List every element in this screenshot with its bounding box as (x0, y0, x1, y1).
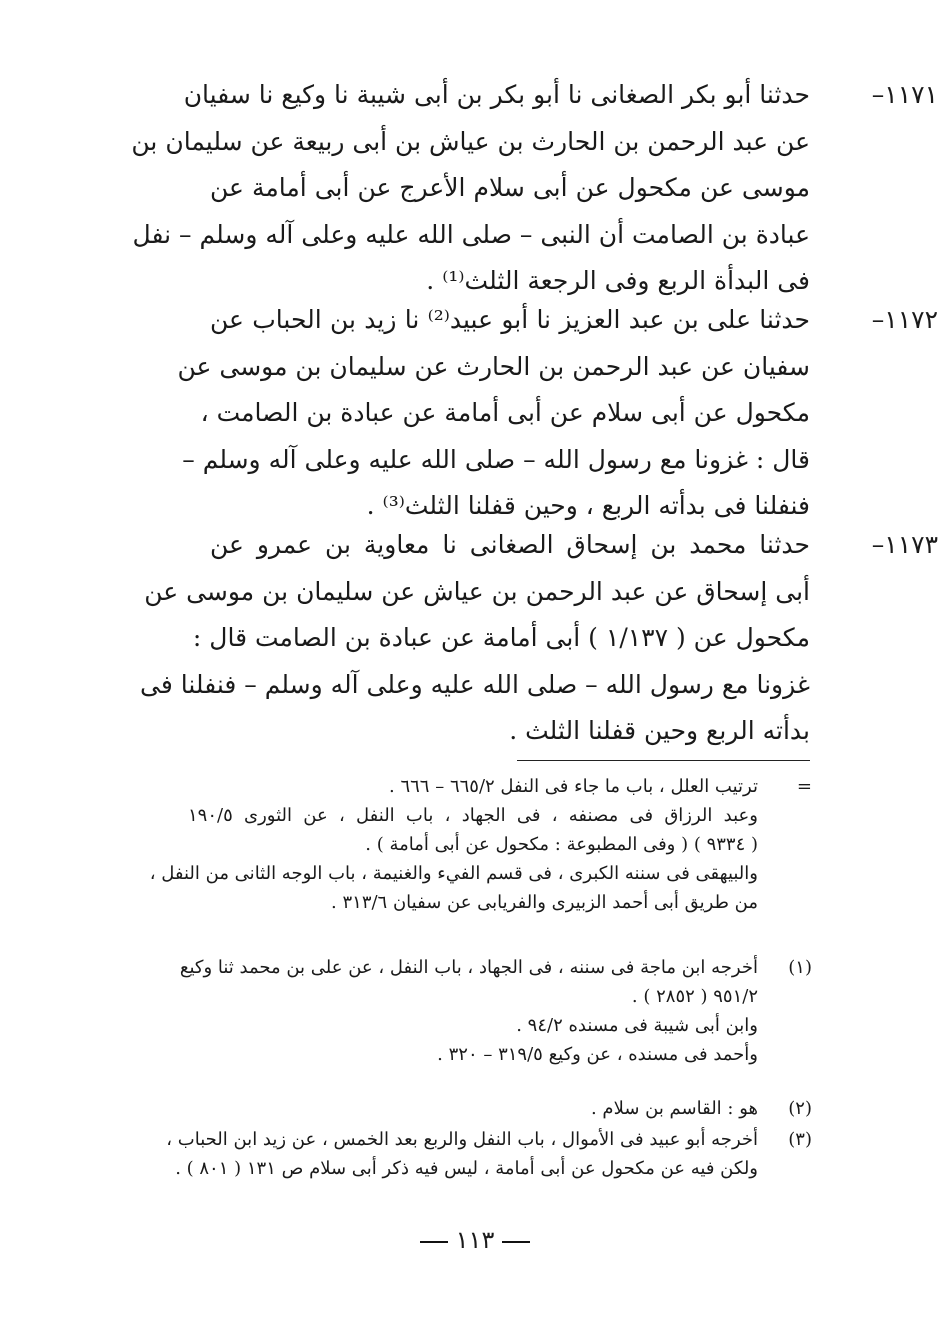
footnote-line: وأحمد فى مسنده ، عن وكيع ٣١٩/٥ – ٣٢٠ . (437, 1044, 758, 1065)
footnote-line: أخرجه أبو عبيد فى الأموال ، باب النفل والربع بعد الخمس ، عن زيد ابن الحباب ، (166, 1129, 758, 1150)
footnote-line: ترتيب العلل ، باب ما جاء فى النفل ٦٦٥/٢ – ٦٦٦ . (389, 776, 758, 797)
footnote-line: ٩٥١/٢ ( ٢٨٥٢ ) . (631, 986, 758, 1007)
footnote-continuation-mark: = (796, 776, 812, 797)
text-line: أبى إسحاق عن عبد الرحمن بن عياش عن سليمان بن موسى عن (144, 576, 810, 606)
footnote-line: أخرجه ابن ماجة فى سننه ، فى الجهاد ، باب النفل ، عن على بن محمد ثنا وكيع (179, 957, 758, 978)
footnote-1 (179, 953, 758, 1069)
text-line: مكحول عن ( ١/١٣٧ ) أبى أمامة عن عبادة بن الصامت قال : (192, 623, 810, 652)
hadith-number: ١١٧١– (871, 80, 938, 109)
text-line: مكحول عن أبى سلام عن أبى أمامة عن عبادة بن الصامت ، (200, 398, 810, 427)
page-number-value: ١١٣ (455, 1226, 495, 1254)
page-number (0, 1220, 950, 1260)
footnote-line: من طريق أبى أحمد الزبيرى والفريابى عن سفيان ٣١٣/٦ . (331, 892, 758, 913)
footnote-marker-3: (٣) (788, 1129, 812, 1150)
text-line: سفيان عن عبد الرحمن بن الحارث عن سليمان بن موسى عن (177, 351, 810, 381)
footnote-marker-2: (٢) (788, 1098, 812, 1119)
footnote-line: ( ٩٣٣٤ ) ( وفى المطبوعة : مكحول عن أبى أمامة ) . (365, 834, 758, 855)
text-line: حدثنا على بن عبد العزيز نا أبو عبيد⁽²⁾ نا زيد بن الحباب عن (210, 305, 810, 334)
text-line: بدأته الربع وحين قفلنا الثلث . (509, 716, 810, 745)
text-line: قال : غزونا مع رسول الله – صلى الله عليه وعلى آله وسلم – (182, 444, 810, 474)
footnote-divider (517, 760, 810, 761)
text-line: موسى عن مكحول عن أبى سلام الأعرج عن أبى أمامة عن (210, 173, 810, 202)
footnote-continuation (149, 772, 758, 917)
footnote-line: والبيهقى فى سننه الكبرى ، فى قسم الفيء والغنيمة ، باب الوجه الثانى من النفل ، (149, 863, 758, 884)
footnote-line: وعبد الرزاق فى مصنفه ، فى الجهاد ، باب النفل ، عن الثورى ١٩٠/٥ (188, 805, 758, 826)
hadith-entry-1173 (140, 522, 938, 755)
text-line: حدثنا أبو بكر الصغانى نا أبو بكر بن أبى شيبة نا وكيع نا سفيان (183, 80, 810, 109)
page-number-dash (420, 1241, 448, 1243)
footnote-marker-1: (١) (788, 957, 812, 978)
text-line: عن عبد الرحمن بن الحارث بن عياش بن أبى ربيعة عن سليمان بن (131, 126, 810, 156)
footnote-2 (188, 1094, 758, 1123)
hadith-entry-1171 (131, 72, 938, 305)
text-line: حدثنا محمد بن إسحاق الصغانى نا معاوية بن عمرو عن (210, 530, 810, 559)
page-number-dash (502, 1241, 530, 1243)
text-line: فى البدأة الربع وفى الرجعة الثلث⁽¹⁾ . (426, 266, 810, 295)
footnote-line: هو : القاسم بن سلام . (590, 1098, 758, 1119)
hadith-entry-1172 (177, 297, 938, 530)
hadith-number: ١١٧٣– (871, 530, 938, 559)
text-line: غزونا مع رسول الله – صلى الله عليه وعلى آله وسلم – فنفلنا فى (140, 669, 810, 699)
text-line: عبادة بن الصامت أن النبى – صلى الله عليه وعلى آله وسلم – نفل (132, 219, 810, 249)
footnote-3 (166, 1125, 758, 1183)
hadith-number: ١١٧٢– (871, 305, 938, 334)
footnote-line: ولكن فيه عن مكحول عن أبى أمامة ، ليس فيه ذكر أبى سلام ص ١٣١ ( ٨٠١ ) . (175, 1158, 758, 1179)
footnote-line: وابن أبى شيبة فى مسنده ٩٤/٢ . (516, 1015, 758, 1036)
text-line: فنفلنا فى بدأته الربع ، وحين قفلنا الثلث⁽³⁾ . (366, 491, 810, 520)
